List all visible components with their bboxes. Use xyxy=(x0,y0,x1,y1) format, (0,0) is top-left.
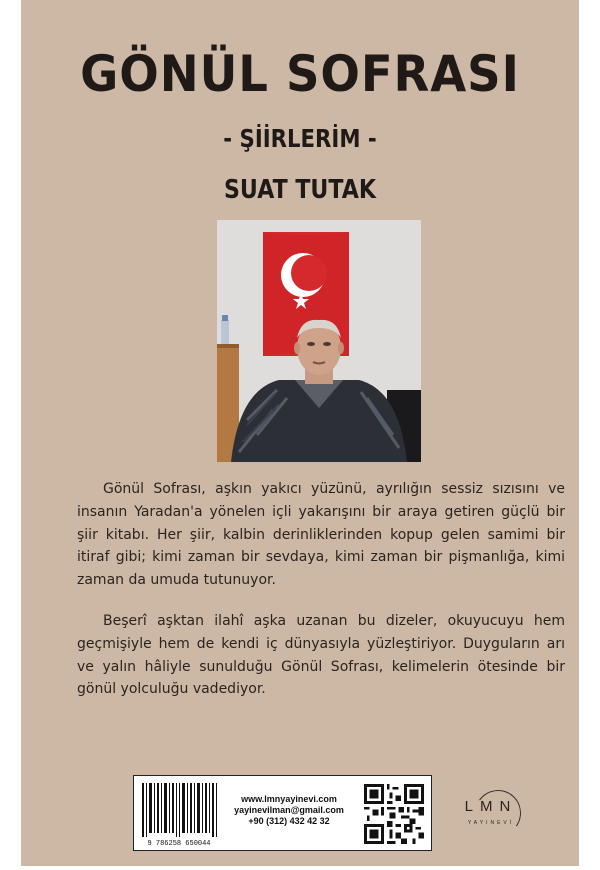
description-paragraph-2: Beşerî aşktan ilahî aşka uzanan bu dizeler, okuyucuyu hem geçmişiyle hem de kendi iç dünyasıyla yüzleştiriyor. Duyguların arı ve yalın hâliyle sunulduğu Gönül Sofrası, kelimelerin ötesinde bir gönül yolculuğu vadediyor. xyxy=(77,612,565,698)
publisher-phone: +90 (312) 432 42 32 xyxy=(248,816,330,826)
logo-letters: LMN xyxy=(464,798,518,815)
isbn-barcode xyxy=(138,781,220,847)
logo-subtext: YAYINEVİ xyxy=(467,820,515,826)
book-back-cover xyxy=(21,0,579,866)
description-paragraph-1: Gönül Sofrası, aşkın yakıcı yüzünü, ayrılığın sessiz sızısını ve insanın Yaradan'a yönelen içli yakarışını bir araya getiren güçlü bir şiir kitabı. Her şiir, kalbin derinliklerinden kopup gelen samimi bir itiraf gibi; kimi zaman bir sevdaya, kimi zaman bir pişmanlığa, kimi zaman da umuda tutunuyor. xyxy=(77,481,565,589)
publisher-info-box xyxy=(133,775,432,851)
author-photo xyxy=(217,220,421,462)
publisher-contact xyxy=(226,794,352,827)
book-title: GÖNÜL SOFRASI xyxy=(80,45,520,103)
author-name: SUAT TUTAK xyxy=(224,175,376,205)
book-subtitle: - ŞİİRLERİM - xyxy=(223,124,377,153)
barcode-number: 9 786258 650044 xyxy=(147,840,211,847)
qr-code xyxy=(364,784,424,844)
publisher-email: yayinevilman@gmail.com xyxy=(234,805,344,815)
book-description xyxy=(77,478,565,719)
publisher-website: www.lmnyayinevi.com xyxy=(241,794,337,804)
publisher-logo xyxy=(449,788,533,838)
